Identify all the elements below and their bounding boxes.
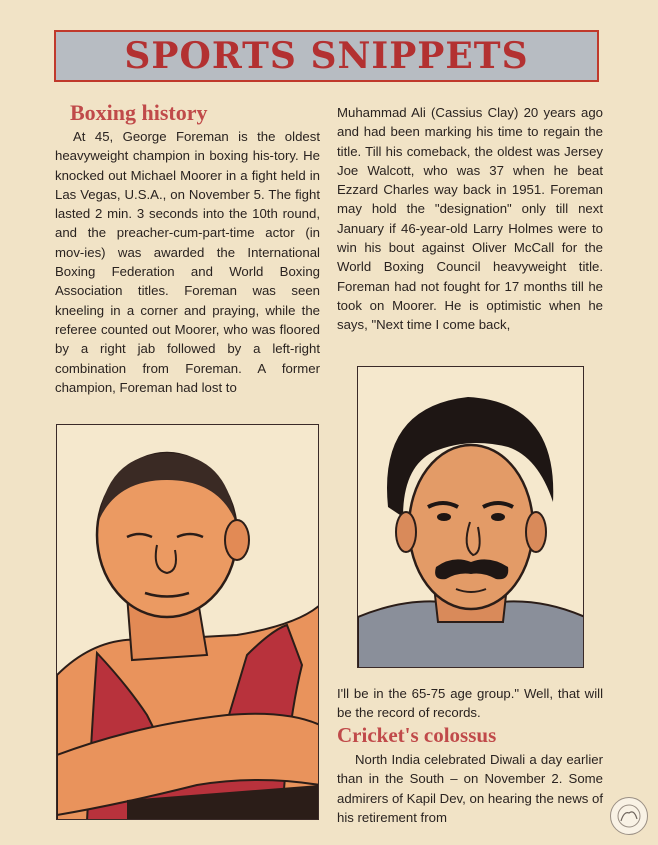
boxing-paragraph-1: At 45, George Foreman is the oldest heavyweight champion in boxing his-tory. He knocked out Michael Moorer in a fight held in Las Vegas, U.S.A., on November 5. The fight lasted 2 min. 3 seconds into the 10th round, and the preacher-cum-part-time actor (in mov-ies) was awarded the International Boxing Federation and World Boxing Association titles. Foreman was seen kneeling in a corner and praying, while the referee counted out Moorer, who was floored by a right jab followed by a left-right combination from Foreman. A former champion, Foreman had lost to xyxy=(55,129,320,395)
boxing-paragraph-2: Muhammad Ali (Cassius Clay) 20 years ago and had been marking his time to regain the title. Till his comeback, the oldest was Jersey Joe Walcott, who was 37 when he beat Ezzard Charles way back in 1951. Foreman may hold the "designation" only till next January if 46-year-old Larry Holmes were to win his bout against Oliver McCall for the World Boxing Council heavyweight title. Foreman had not fought for 17 months till he took on Moorer. He is optimistic when he says, "Next time I come back, xyxy=(337,105,603,333)
cricketer-drawing xyxy=(358,367,584,668)
cricket-heading: Cricket's colossus xyxy=(337,723,497,747)
foreman-illustration xyxy=(56,424,319,820)
cricket-column xyxy=(337,750,603,827)
cricket-paragraph: North India celebrated Diwali a day earlier than in the South – on November 2. Some admirers of Kapil Dev, on hearing the news of his retirement from xyxy=(337,752,603,825)
boxing-paragraph-3: I'll be in the 65-75 age group." Well, that will be the record of records. xyxy=(337,686,603,721)
section-banner xyxy=(54,30,599,82)
boxing-heading: Boxing history xyxy=(70,100,208,125)
boxing-column-2 xyxy=(337,103,603,335)
kapil-dev-illustration xyxy=(357,366,584,668)
boxing-column-2-end xyxy=(337,684,603,723)
boxing-column-1 xyxy=(55,127,320,397)
boxer-drawing xyxy=(57,425,319,820)
publisher-seal-icon xyxy=(610,797,648,835)
section-title: SPORTS SNIPPETS xyxy=(124,35,529,77)
